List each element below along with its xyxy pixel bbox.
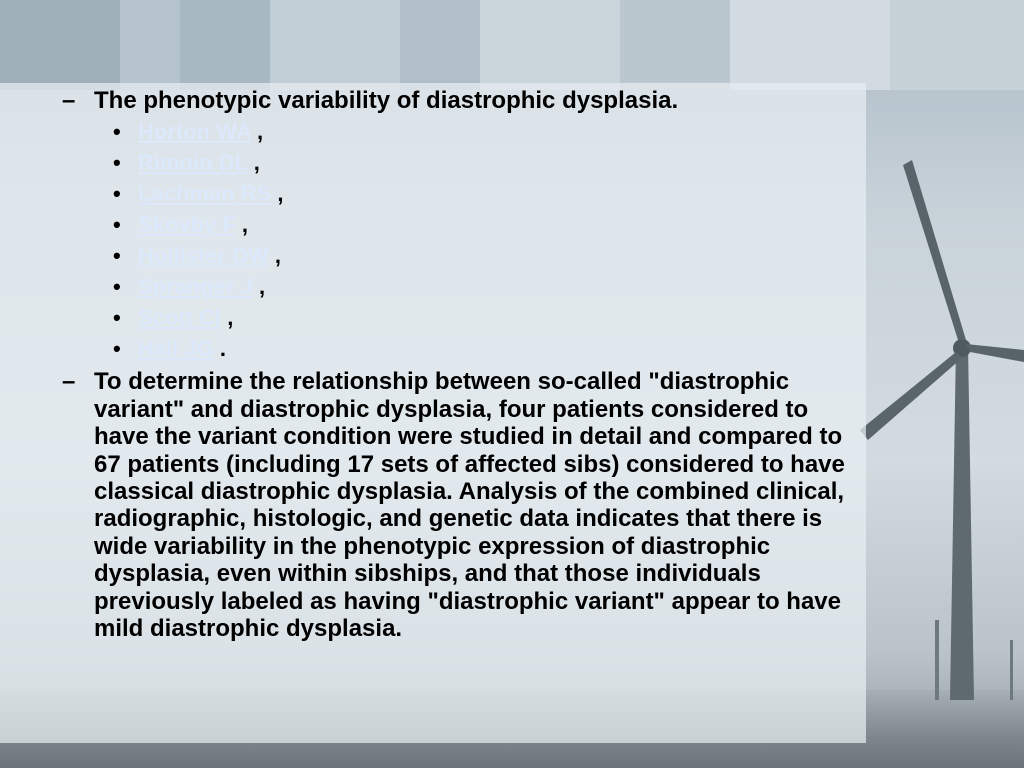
bullet-marker: • (113, 305, 121, 331)
author-separator: , (252, 274, 266, 300)
author-separator: , (247, 150, 260, 176)
bullet-marker: • (113, 119, 121, 145)
author-link-hall[interactable]: Hall JG (138, 336, 214, 362)
author-separator: , (221, 305, 234, 331)
abstract-text: To determine the relationship between so-called "diastrophic variant" and diastrophic dysplasia, four patients considered to have the variant condition were studied in detail and compared to 67 patients (including 17 sets of affected sibs) considered to have classical diastrophic dysplasia. Analysis of the combined clinical, radiographic, histologic, and genetic data indicates that there is wide variability in the phenotypic expression of diastrophic dysplasia, even within sibships, and that those individuals previously labeled as having "diastrophic variant" appear to have mild diastrophic dysplasia. (94, 368, 845, 643)
article-title: The phenotypic variability of diastrophic dysplasia. (94, 87, 679, 114)
author-link-skovby[interactable]: Skovby F (138, 212, 236, 238)
author-item (0, 116, 860, 147)
author-item (0, 147, 860, 178)
abstract-item (0, 368, 854, 642)
author-separator: . (213, 336, 227, 362)
bullet-marker: • (113, 243, 121, 269)
bullet-marker: • (113, 150, 121, 176)
author-item (0, 209, 860, 240)
author-separator: , (271, 181, 284, 207)
bullet-marker: • (113, 336, 121, 362)
author-link-horton[interactable]: Horton WA (138, 119, 251, 145)
author-list (0, 116, 860, 364)
author-separator: , (268, 243, 282, 269)
author-item (0, 178, 860, 209)
author-link-rimoin[interactable]: Rimoin DL (138, 150, 248, 176)
author-item (0, 271, 860, 302)
author-item (0, 240, 860, 271)
heading-item (0, 87, 860, 114)
bullet-marker: • (113, 181, 121, 207)
author-separator: , (235, 212, 249, 238)
dash-marker: – (62, 87, 76, 114)
author-item (0, 333, 860, 364)
slide-content (0, 87, 860, 642)
author-link-scott[interactable]: Scott CI (138, 305, 222, 331)
author-item (0, 302, 860, 333)
author-link-lachman[interactable]: Lachman RS (138, 181, 272, 207)
author-separator: , (250, 119, 264, 145)
dash-marker: – (62, 368, 76, 396)
bullet-marker: • (113, 212, 121, 238)
author-link-spranger[interactable]: Spranger J (138, 274, 253, 300)
bullet-marker: • (113, 274, 121, 300)
author-link-hollister[interactable]: Hollister DW (138, 243, 269, 269)
